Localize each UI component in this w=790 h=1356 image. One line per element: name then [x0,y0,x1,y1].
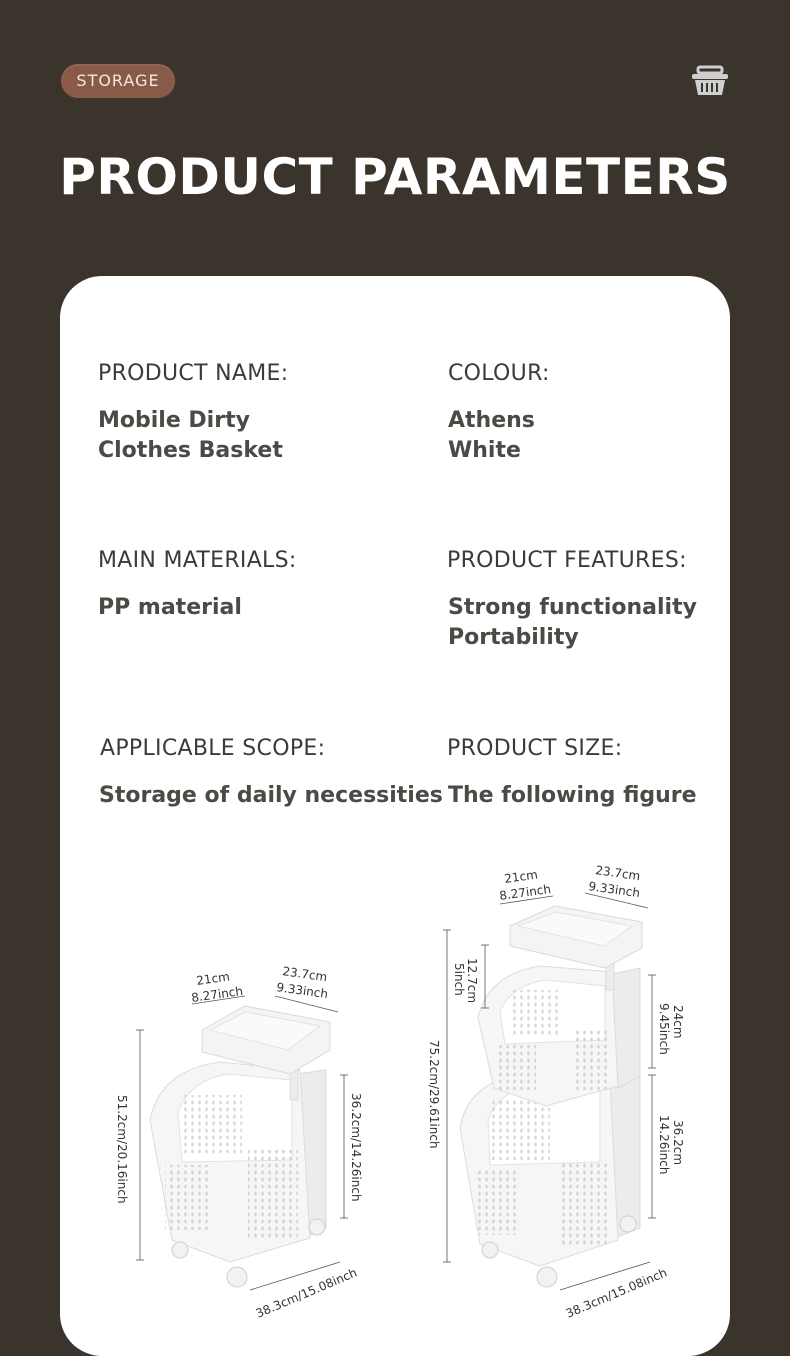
three-tier-total-height: 75.2cm/29.61inch [427,1040,441,1149]
colour-value: Athens White [448,408,535,463]
three-tier-top-depth-inch: 9.33inch [587,879,641,901]
three-tier-top-width-inch: 8.27inch [498,881,552,903]
three-tier-lower-height-inch: 14.26inch [657,1115,671,1175]
storage-badge: STORAGE [61,64,175,98]
three-tier-base-width: 38.3cm/15.08inch [563,1265,670,1321]
features-value: Strong functionality Portability [448,595,697,650]
three-tier-lower-height-cm: 36.2cm [671,1120,685,1166]
colour-label: COLOUR: [448,361,550,386]
three-tier-upper-height-cm: 24cm [671,1005,685,1039]
two-tier-basket-height: 36.2cm/14.26inch [349,1093,363,1202]
two-tier-top-depth-cm: 23.7cm [281,964,329,985]
materials-value: PP material [98,595,242,620]
three-tier-upper-height-inch: 9.45inch [657,1003,671,1055]
three-tier-top-width-cm: 21cm [503,867,539,886]
two-tier-total-height: 51.2cm/20.16inch [115,1095,129,1204]
three-tier-tray-gap-cm: 12.7cm [465,958,479,1004]
scope-label: APPLICABLE SCOPE: [100,736,326,761]
size-value: The following figure [448,783,697,808]
three-tier-top-depth-cm: 23.7cm [594,863,642,884]
three-tier-basket-illustration [460,906,642,1287]
product-name-label: PRODUCT NAME: [98,361,289,386]
two-tier-basket-illustration [150,1006,330,1287]
materials-label: MAIN MATERIALS: [98,548,297,573]
two-tier-top-width-inch: 8.27inch [190,983,244,1005]
product-name-value: Mobile Dirty Clothes Basket [98,408,283,463]
scope-value: Storage of daily necessities [99,783,443,808]
two-tier-top-width-cm: 21cm [195,969,231,988]
features-label: PRODUCT FEATURES: [447,548,687,573]
page-title: PRODUCT PARAMETERS [59,148,731,206]
two-tier-base-width: 38.3cm/15.08inch [253,1265,360,1321]
two-tier-top-depth-inch: 9.33inch [275,980,329,1002]
three-tier-tray-gap-inch: 5inch [452,963,466,996]
size-label: PRODUCT SIZE: [447,736,623,761]
